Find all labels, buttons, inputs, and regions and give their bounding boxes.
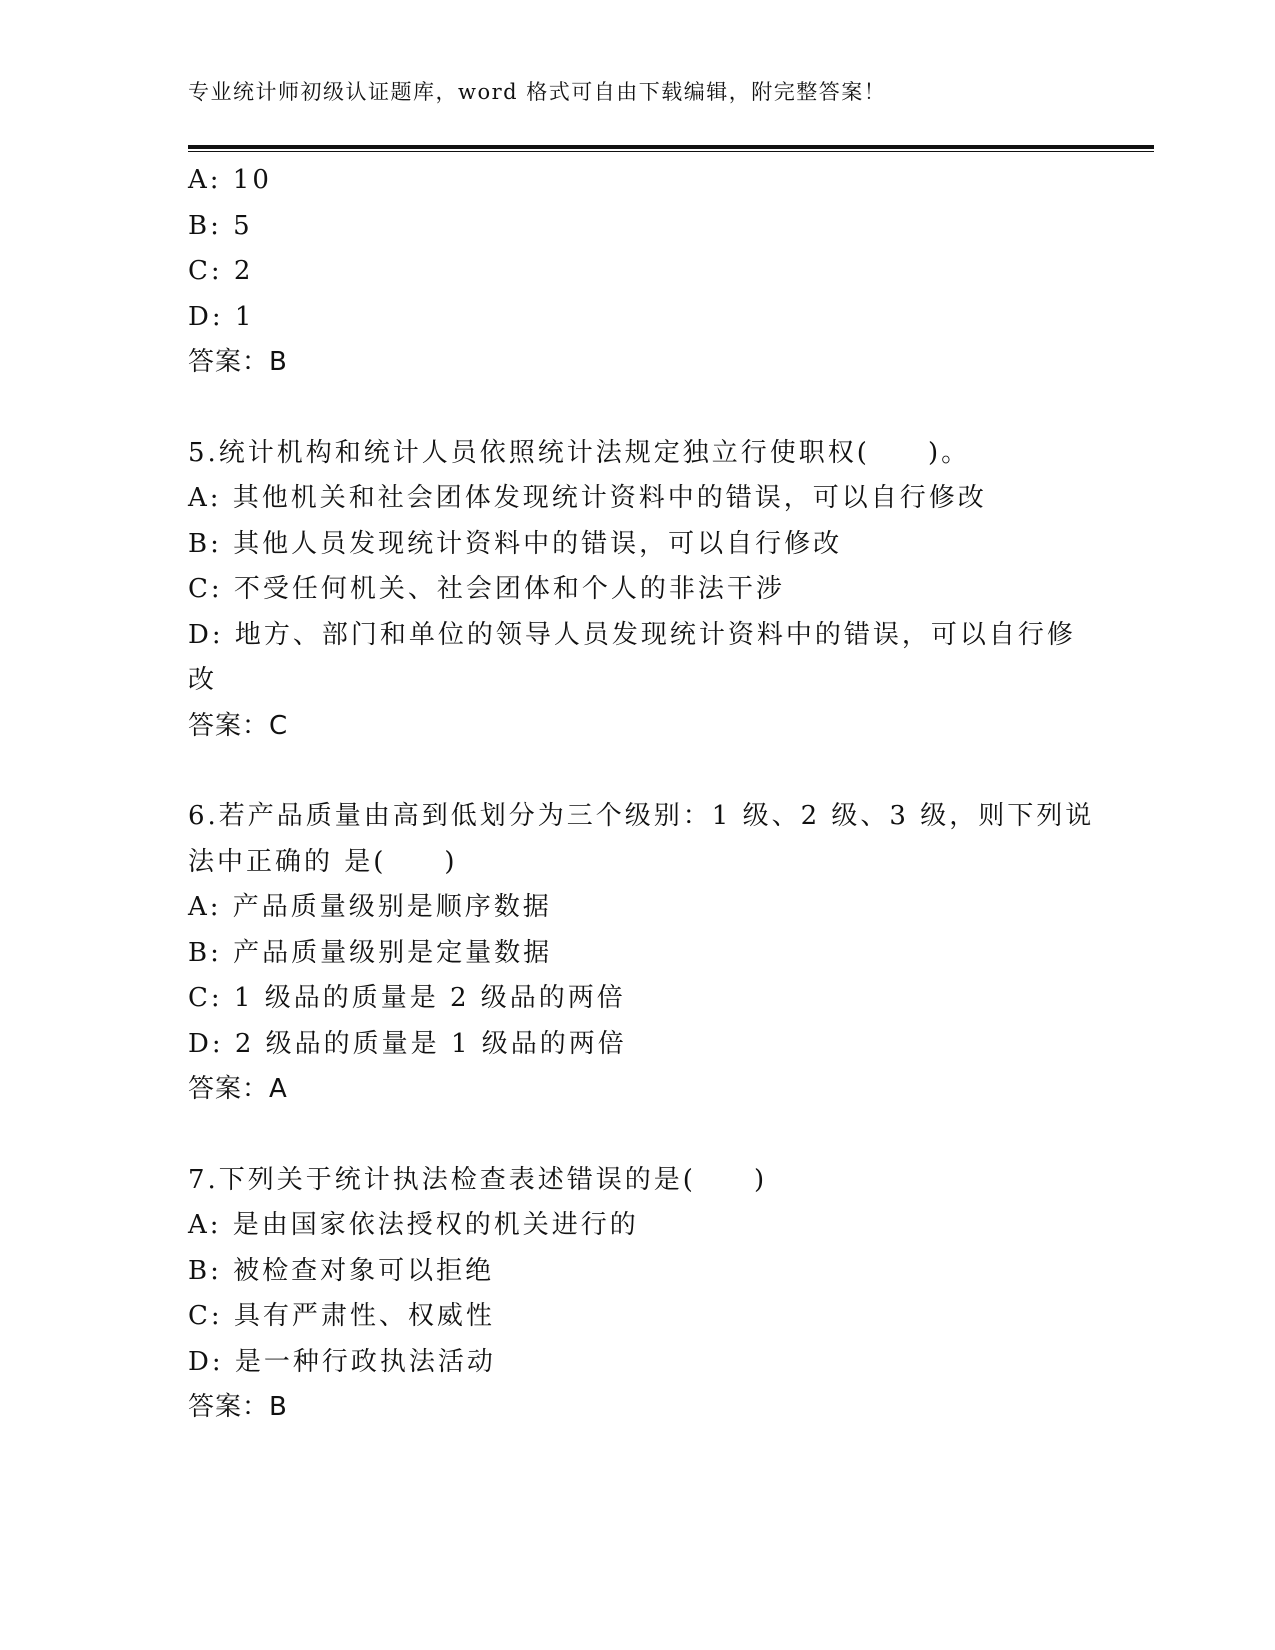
option-a: A: 产品质量级别是顺序数据 [188,892,552,922]
option-b: B: 产品质量级别是定量数据 [188,937,553,968]
question-list [188,158,1095,1431]
option-d-continued: 改 [188,665,218,695]
question-6 [188,794,1095,1113]
question-5 [188,431,1088,750]
option-c: C: 不受任何机关、社会团体和个人的非法干涉 [188,574,785,604]
question-stem-continued: 法中正确的 是( ) [188,846,458,877]
option-c: C: 具有严肃性、权威性 [188,1301,495,1331]
question-stem: 6.若产品质量由高到低划分为三个级别：1 级、2 级、3 级，则下列说 [188,801,1095,831]
question-4 [188,158,1088,386]
answer-label: 答案：C [188,710,289,741]
answer-label: 答案：B [188,347,288,377]
option-d: D: 2 级品的质量是 1 级品的两倍 [188,1028,627,1059]
option-c: C: 2 [188,256,254,286]
question-stem: 7.下列关于统计执法检查表述错误的是( ) [188,1164,768,1195]
option-d: D: 是一种行政执法活动 [188,1346,496,1377]
option-d: D: 1 [188,301,255,332]
header-rule-thick [188,145,1154,149]
option-d: D: 地方、部门和单位的领导人员发现统计资料中的错误，可以自行修 [188,619,1076,650]
option-a: A: 10 [188,165,272,195]
answer-label: 答案：A [188,1074,288,1104]
question-7 [188,1158,1088,1431]
option-b: B: 5 [188,210,253,241]
option-c: C: 1 级品的质量是 2 级品的两倍 [188,983,626,1013]
answer-label: 答案：B [188,1392,288,1422]
option-b: B: 其他人员发现统计资料中的错误，可以自行修改 [188,528,843,559]
question-stem: 5.统计机构和统计人员依照统计法规定独立行使职权( )。 [188,437,971,468]
document-header: 专业统计师初级认证题库，word 格式可自由下载编辑，附完整答案！ [188,80,887,104]
option-a: A: 其他机关和社会团体发现统计资料中的错误，可以自行修改 [188,483,987,513]
option-a: A: 是由国家依法授权的机关进行的 [188,1210,639,1240]
option-b: B: 被检查对象可以拒绝 [188,1255,495,1286]
header-rule-thin [188,151,1154,152]
